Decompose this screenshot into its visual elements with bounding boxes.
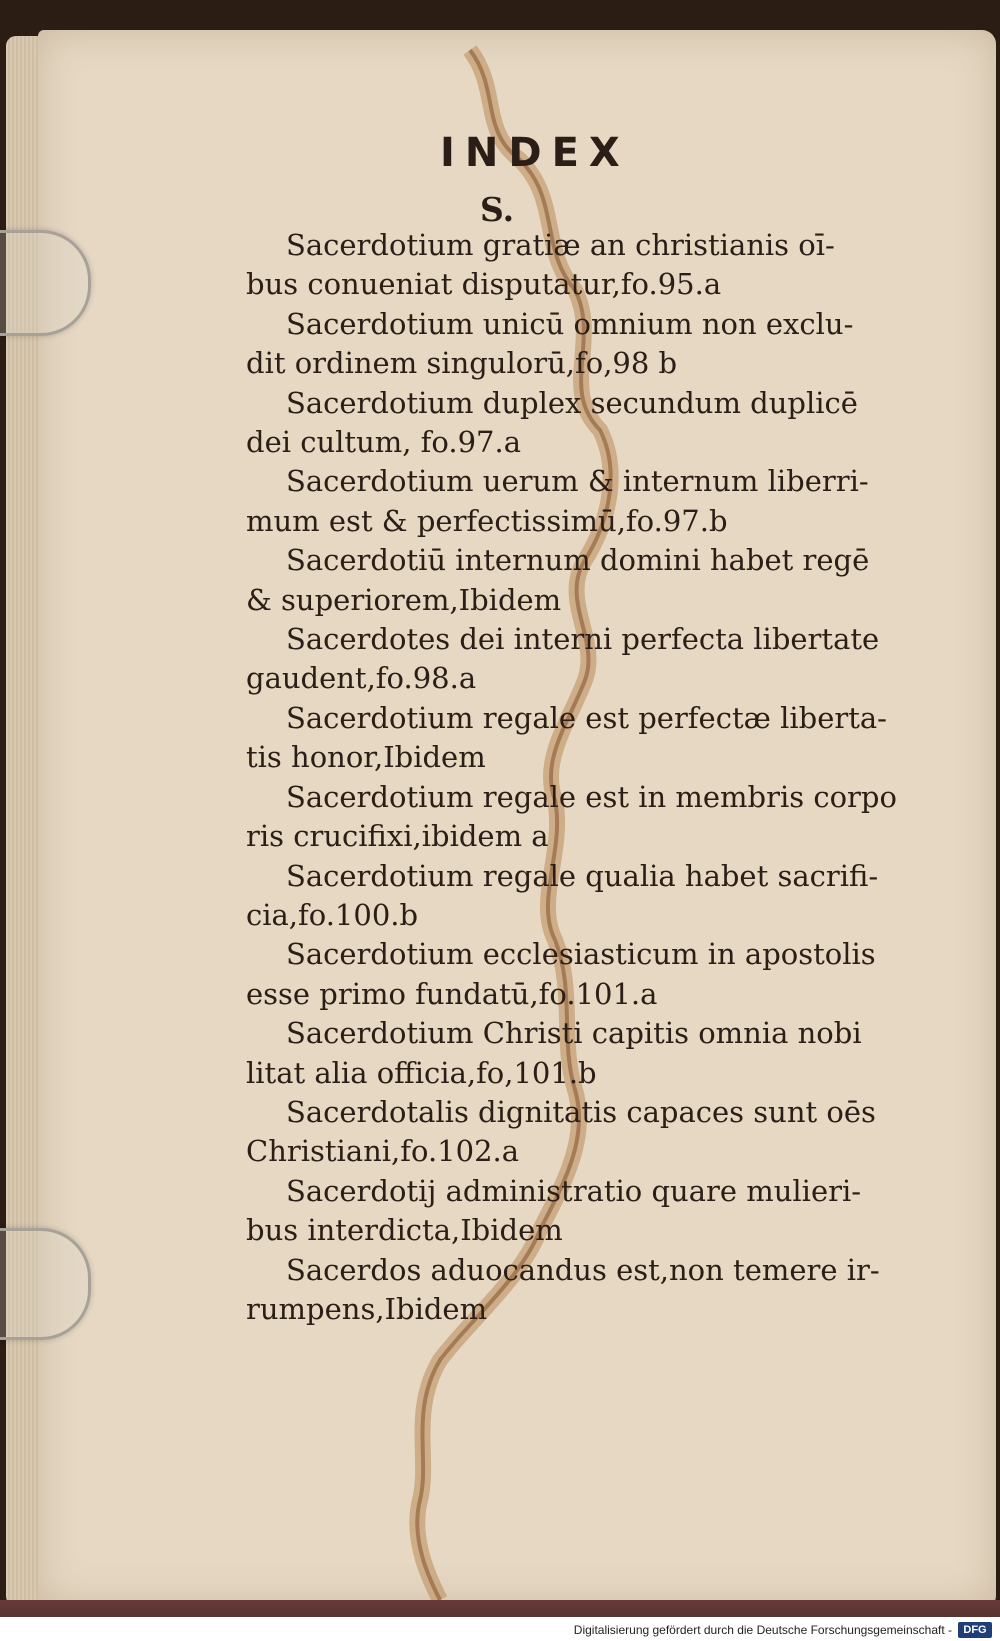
entry-line: cia,fo.100.b — [246, 897, 419, 932]
entry-line: litat alia officia,fo,101.b — [246, 1055, 597, 1090]
entry-line: Sacerdos aduocandus est,non temere ir- — [286, 1252, 880, 1287]
entry-line: Sacerdotiū internum domini habet regē — [286, 543, 870, 578]
index-entry — [246, 778, 906, 857]
index-entry — [246, 384, 906, 463]
clasp-top — [0, 230, 91, 336]
index-entry — [246, 1093, 906, 1172]
entry-line: Sacerdotium uerum & internum liberri- — [286, 464, 869, 499]
entry-line: Sacerdotium regale est perfectæ liberta- — [286, 700, 887, 735]
entry-line: Sacerdotalis dignitatis capaces sunt oēs — [286, 1094, 876, 1129]
index-entry — [246, 462, 906, 541]
index-entry — [246, 857, 906, 936]
index-heading: INDEX — [440, 130, 630, 176]
entry-line: dit ordinem singulorū,fo,98 b — [246, 346, 678, 381]
entry-line: Sacerdotium regale qualia habet sacrifi- — [286, 858, 879, 893]
entry-line: gaudent,fo.98.a — [246, 661, 477, 696]
digitization-credit: Digitalisierung gefördert durch die Deutsche Forschungsgemeinschaft - — [573, 1623, 952, 1637]
footer-bar — [0, 1617, 1000, 1641]
entry-line: Sacerdotium ecclesiasticum in apostolis — [286, 937, 876, 972]
index-entry — [246, 1172, 906, 1251]
entry-line: rumpens,Ibidem — [246, 1291, 488, 1326]
index-entry — [246, 699, 906, 778]
index-entry — [246, 305, 906, 384]
entry-line: Sacerdotium unicū omnium non exclu- — [286, 306, 854, 341]
index-entry — [246, 935, 906, 1014]
entry-line: dei cultum, fo.97.a — [246, 425, 521, 460]
entry-line: Sacerdotij administratio quare mulieri- — [286, 1173, 862, 1208]
clasp-bottom — [0, 1228, 91, 1340]
entry-line: tis honor,Ibidem — [246, 740, 486, 775]
index-entry — [246, 541, 906, 620]
index-entry — [246, 1014, 906, 1093]
entry-line: Christiani,fo.102.a — [246, 1134, 520, 1169]
entry-line: bus interdicta,Ibidem — [246, 1213, 563, 1248]
entry-line: bus conueniat disputatur,fo.95.a — [246, 267, 722, 302]
entry-line: mum est & perfectissimū,fo.97.b — [246, 503, 728, 538]
section-letter: S. — [480, 190, 515, 229]
entry-line: Sacerdotium Christi capitis omnia nobi — [286, 1016, 862, 1051]
dfg-logo: DFG — [958, 1622, 992, 1638]
entry-line: esse primo fundatū,fo.101.a — [246, 976, 658, 1011]
index-entry — [246, 1251, 906, 1330]
entry-line: Sacerdotium regale est in membris corpo — [286, 779, 897, 814]
index-entry — [246, 620, 906, 699]
index-entries — [246, 226, 906, 1329]
entry-line: Sacerdotes dei interni perfecta libertate — [286, 622, 880, 657]
index-entry — [246, 226, 906, 305]
entry-line: Sacerdotium duplex secundum duplicē — [286, 385, 858, 420]
entry-line: ris crucifixi,ibidem a — [246, 819, 549, 854]
entry-line: Sacerdotium gratiæ an christianis oī- — [286, 228, 835, 262]
entry-line: & superiorem,Ibidem — [246, 582, 562, 617]
